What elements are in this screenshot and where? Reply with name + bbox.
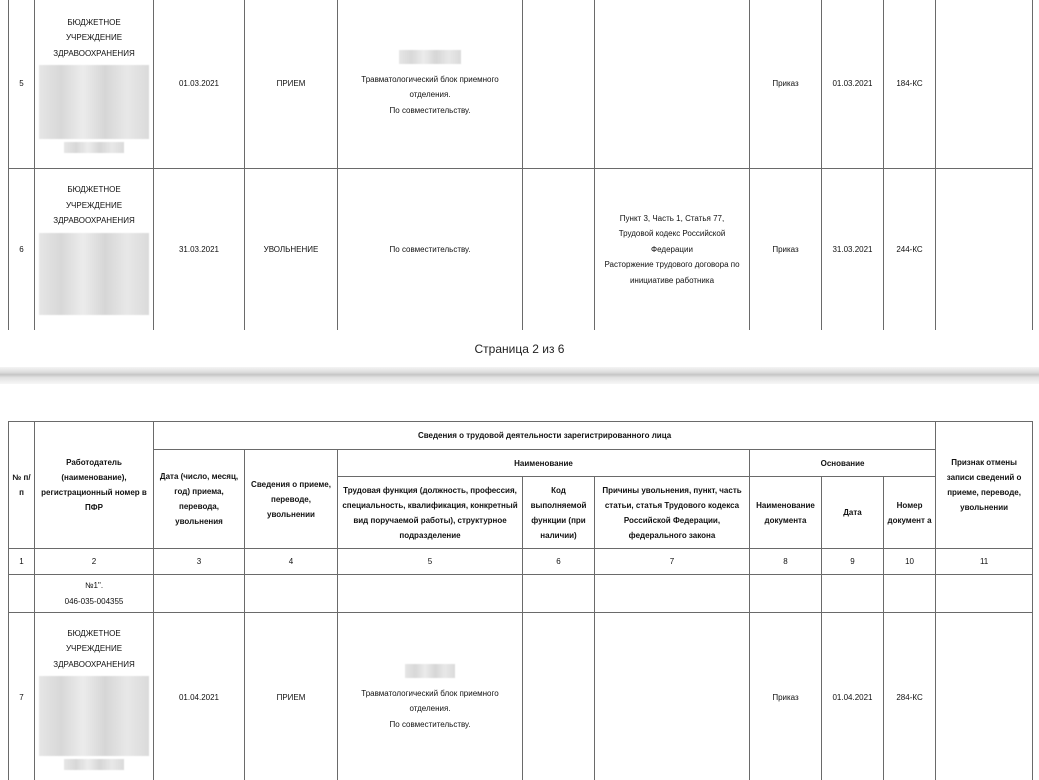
labor-function-line: По совместительству. [389, 244, 471, 254]
employer-org-line: УЧРЕЖДЕНИЕ [65, 644, 123, 653]
column-number: 9 [822, 549, 884, 575]
header-naming: Наименование [338, 450, 750, 477]
function-code [523, 613, 595, 780]
header-date: Дата (число, месяц, год) приема, перевода, увольнения [154, 450, 245, 549]
column-number: 2 [35, 549, 154, 575]
labor-function-line: отделения. [409, 90, 451, 99]
employer-cell [35, 613, 154, 780]
header-event: Сведения о приеме, переводе, увольнении [245, 450, 338, 549]
document-page-3 [0, 384, 1039, 780]
employer-name: №1". [84, 581, 104, 590]
dismissal-reason-line: Трудовой кодекс Российской [618, 229, 726, 238]
header-labor-function: Трудовая функция (должность, профессия, специальность, квалификация, конкретный вид поручаемой работы), структурное подразделение [338, 477, 523, 549]
row-number: 7 [9, 613, 35, 780]
employer-org-line: ЗДРАВООХРАНЕНИЯ [53, 216, 135, 225]
basis-document-date: 01.04.2021 [822, 613, 884, 780]
redacted-position [399, 50, 461, 64]
function-code [523, 0, 595, 168]
row-number [9, 575, 35, 613]
employer-org-line: БЮДЖЕТНОЕ [67, 17, 121, 27]
redacted-employer-name [64, 759, 124, 770]
pfr-registration-number: 046-035-004355 [64, 596, 124, 606]
row-number: 5 [9, 0, 35, 168]
employment-records-table [8, 0, 1033, 330]
cancel-flag [936, 0, 1033, 168]
column-number-row [9, 549, 1033, 575]
basis-document-name: Приказ [750, 168, 822, 330]
redacted-employer-name [39, 676, 149, 756]
basis-document-date: 01.03.2021 [822, 0, 884, 168]
labor-function-line: По совместительству. [389, 105, 471, 115]
column-number: 8 [750, 549, 822, 575]
dismissal-reason [595, 613, 750, 780]
cancel-flag [936, 613, 1033, 780]
column-number: 6 [523, 549, 595, 575]
header-document-date: Дата [822, 477, 884, 549]
column-number: 11 [936, 549, 1033, 575]
header-employer: Работодатель (наименование), регистрационный номер в ПФР [35, 422, 154, 549]
employer-header-row [9, 575, 1033, 613]
employer-registration-cell [35, 575, 154, 613]
header-dismissal-reasons: Причины увольнения, пункт, часть статьи, статья Трудового кодекса Российской Федерации, федерального закона [595, 477, 750, 549]
table-row [9, 613, 1033, 780]
labor-function-line: отделения. [409, 704, 451, 713]
header-document-number: Номер документ а [884, 477, 936, 549]
column-number: 10 [884, 549, 936, 575]
event-date: 31.03.2021 [154, 168, 245, 330]
redacted-position [405, 664, 455, 678]
employer-org-line: ЗДРАВООХРАНЕНИЯ [53, 48, 135, 58]
basis-document-number: 184-КС [884, 0, 936, 168]
labor-function-line: Травматологический блок приемного [361, 688, 499, 698]
row-number: 6 [9, 168, 35, 330]
dismissal-reason-line: Расторжение трудового договора по [604, 260, 740, 269]
redacted-employer-name [64, 142, 124, 153]
function-code [523, 168, 595, 330]
basis-document-number: 284-КС [884, 613, 936, 780]
basis-document-date: 31.03.2021 [822, 168, 884, 330]
employment-records-table [8, 421, 1033, 780]
employer-org-line: УЧРЕЖДЕНИЕ [65, 33, 123, 42]
labor-function-cell [338, 168, 523, 330]
event-date: 01.03.2021 [154, 0, 245, 168]
column-number: 7 [595, 549, 750, 575]
redacted-employer-name [39, 233, 149, 315]
redacted-employer-name [39, 65, 149, 139]
employer-org-line: БЮДЖЕТНОЕ [67, 185, 121, 194]
header-row-number: № п/п [9, 422, 35, 549]
employer-cell [35, 168, 154, 330]
table-header-row [9, 450, 1033, 477]
column-number: 5 [338, 549, 523, 575]
labor-function-line: По совместительству. [389, 719, 471, 729]
event-type: ПРИЕМ [245, 613, 338, 780]
cancel-flag [936, 168, 1033, 330]
page-separator [0, 367, 1039, 384]
table-header-row [9, 422, 1033, 450]
dismissal-reason [595, 0, 750, 168]
table-row [9, 0, 1033, 168]
document-page-2 [0, 0, 1039, 367]
employer-org-line: ЗДРАВООХРАНЕНИЯ [53, 659, 135, 669]
column-number: 3 [154, 549, 245, 575]
employer-cell [35, 0, 154, 168]
basis-document-name: Приказ [750, 0, 822, 168]
event-date: 01.04.2021 [154, 613, 245, 780]
labor-function-cell [338, 613, 523, 780]
table-row [9, 168, 1033, 330]
header-document-name: Наименование документа [750, 477, 822, 549]
header-function-code: Код выполняемой функции (при наличии) [523, 477, 595, 549]
dismissal-reason-line: Пункт 3, Часть 1, Статья 77, [619, 213, 725, 223]
labor-function-line: Травматологический блок приемного [361, 74, 499, 84]
labor-function-cell [338, 0, 523, 168]
employer-org-line: БЮДЖЕТНОЕ [67, 628, 121, 638]
event-type: ПРИЕМ [245, 0, 338, 168]
employer-org-line: УЧРЕЖДЕНИЕ [65, 200, 123, 210]
header-labor-activity: Сведения о трудовой деятельности зарегистрированного лица [154, 422, 936, 450]
dismissal-reason-line: инициативе работника [629, 275, 715, 285]
event-type: УВОЛЬНЕНИЕ [245, 168, 338, 330]
basis-document-name: Приказ [750, 613, 822, 780]
column-number: 1 [9, 549, 35, 575]
dismissal-reason [595, 168, 750, 330]
page-counter: Страница 2 из 6 [474, 342, 565, 356]
header-cancel-flag: Признак отмены записи сведений о приеме, переводе, увольнении [936, 422, 1033, 549]
basis-document-number: 244-КС [884, 168, 936, 330]
header-basis: Основание [750, 450, 936, 477]
dismissal-reason-line: Федерации [651, 244, 693, 254]
column-number: 4 [245, 549, 338, 575]
